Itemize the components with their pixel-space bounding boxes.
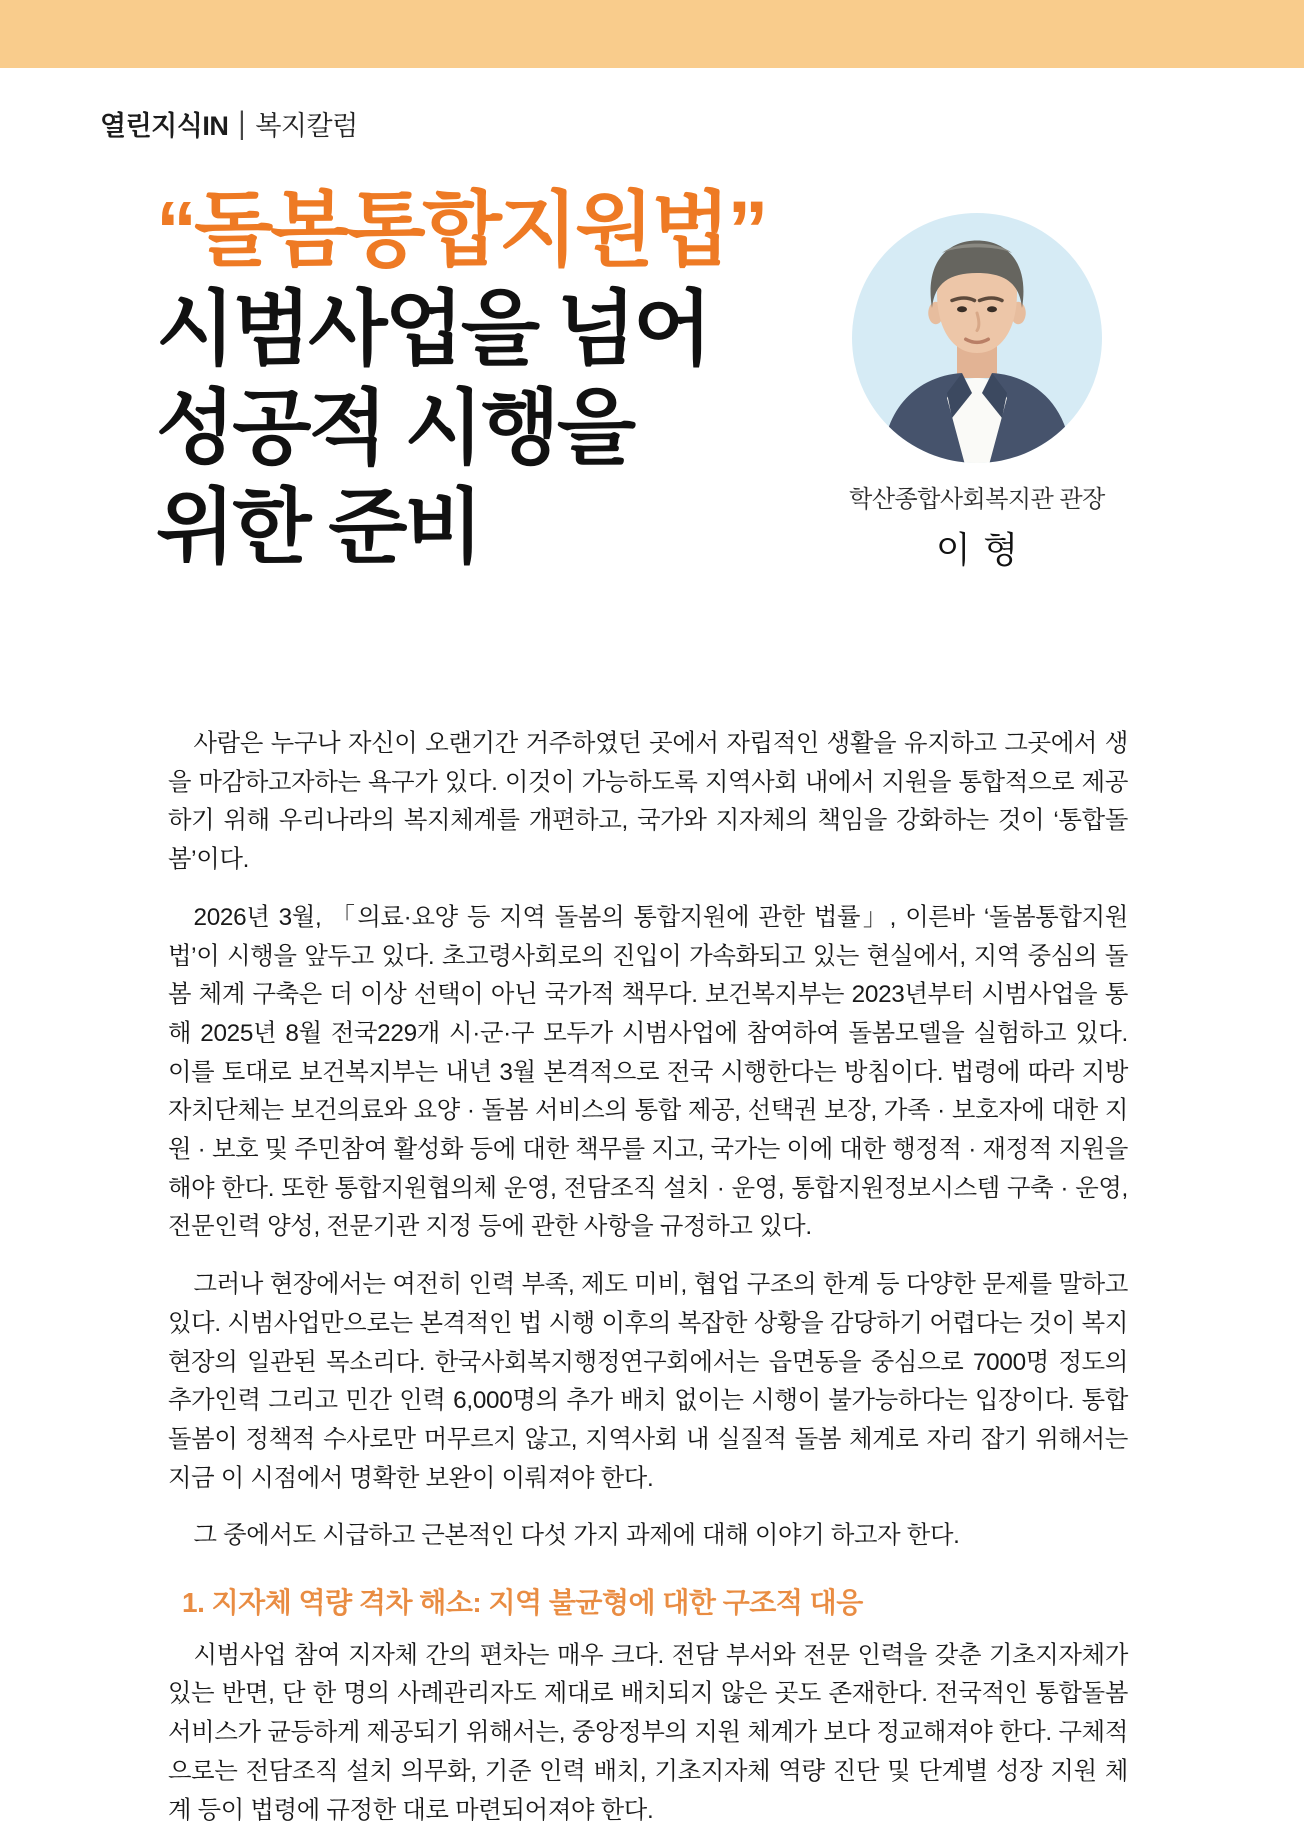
title-line-3: 성공적 시행을 xyxy=(156,383,634,474)
title-line-accent: “돌봄통합지원법” xyxy=(156,185,766,276)
paragraph-4: 그 중에서도 시급하고 근본적인 다섯 가지 과제에 대해 이야기 하고자 한다. xyxy=(193,1522,960,1550)
kicker-section-label: 열린지식IN xyxy=(100,111,229,141)
author-block xyxy=(827,213,1127,573)
section-1-heading: 1. 지자체 역량 격차 해소: 지역 불균형에 대한 구조적 대응 xyxy=(182,1587,863,1619)
author-photo xyxy=(852,213,1102,463)
kicker-divider: | xyxy=(238,105,246,141)
author-affiliation: 학산종합사회복지관 관장 xyxy=(849,486,1105,513)
paragraph-5: 시범사업 참여 지자체 간의 편차는 매우 크다. 전담 부서와 전문 인력을 갖춘 기초지자체가 있는 반면, 단 한 명의 사례관리자도 제대로 배치되지 않은 곳도 존재한다. 전국적인 통합돌봄 서비스가 균등하게 제공되기 위해서는, 중앙정부의 지원 체계가 보다 정교해져야 한다. 구체적으로는 전담조직 설치 의무화, 기준 인력 배치, 기초지자체 역량 진단 및 단계별 성장 지원 체계 등이 법령에 규정한 대로 마련되어져야 한다. xyxy=(168,1641,1128,1824)
top-accent-bar xyxy=(0,0,1304,68)
avatar xyxy=(852,213,1102,463)
author-name: 이형 xyxy=(935,529,1031,570)
kicker-column-label: 복지칼럼 xyxy=(255,111,358,141)
article-title xyxy=(156,181,765,577)
kicker xyxy=(100,104,1304,143)
hero-section xyxy=(0,143,1304,725)
article-body xyxy=(0,725,1304,1830)
title-line-2: 시범사업을 넘어 xyxy=(156,284,710,375)
paragraph-1: 사람은 누구나 자신이 오랜기간 거주하였던 곳에서 자립적인 생활을 유지하고 그곳에서 생을 마감하고자하는 욕구가 있다. 이것이 가능하도록 지역사회 내에서 지원을 통합적으로 제공하기 위해 우리나라의 복지체계를 개편하고, 국가와 지자체의 책임을 강화하는 것이 ‘통합돌봄’이다. xyxy=(168,730,1128,874)
paragraph-2: 2026년 3월, 「의료·요양 등 지역 돌봄의 통합지원에 관한 법률」, 이른바 ‘돌봄통합지원법’이 시행을 앞두고 있다. 초고령사회로의 진입이 가속화되고 있는 현실에서, 지역 중심의 돌봄 체계 구축은 더 이상 선택이 아닌 국가적 책무다. 보건복지부는 2023년부터 시범사업을 통해 2025년 8월 전국229개 시·군·구 모두가 시범사업에 참여하여 돌봄모델을 실험하고 있다. 이를 토대로 보건복지부는 내년 3월 본격적으로 전국 시행한다는 방침이다. 법령에 따라 지방자치단체는 보건의료와 요양 · 돌봄 서비스의 통합 제공, 선택권 보장, 가족 · 보호자에 대한 지원 · 보호 및 주민참여 활성화 등에 대한 책무를 지고, 국가는 이에 대한 행정적 · 재정적 지원을 해야 한다. 또한 통합지원협의체 운영, 전담조직 설치 · 운영, 통합지원정보시스템 구축 · 운영, 전문인력 양성, 전문기관 지정 등에 관한 사항을 규정하고 있다. xyxy=(168,903,1128,1241)
title-line-4: 위한 준비 xyxy=(156,482,481,573)
paragraph-3: 그러나 현장에서는 여전히 인력 부족, 제도 미비, 협업 구조의 한계 등 다양한 문제를 말하고 있다. 시범사업만으로는 본격적인 법 시행 이후의 복잡한 상황을 감당하기 어렵다는 것이 복지 현장의 일관된 목소리다. 한국사회복지행정연구회에서는 읍면동을 중심으로 7000명 정도의 추가인력 그리고 민간 인력 6,000명의 추가 배치 없이는 시행이 불가능하다는 입장이다. 통합돌봄이 정책적 수사로만 머무르지 않고, 지역사회 내 실질적 돌봄 체계로 자리 잡기 위해서는 지금 이 시점에서 명확한 보완이 이뤄져야 한다. xyxy=(168,1271,1128,1492)
